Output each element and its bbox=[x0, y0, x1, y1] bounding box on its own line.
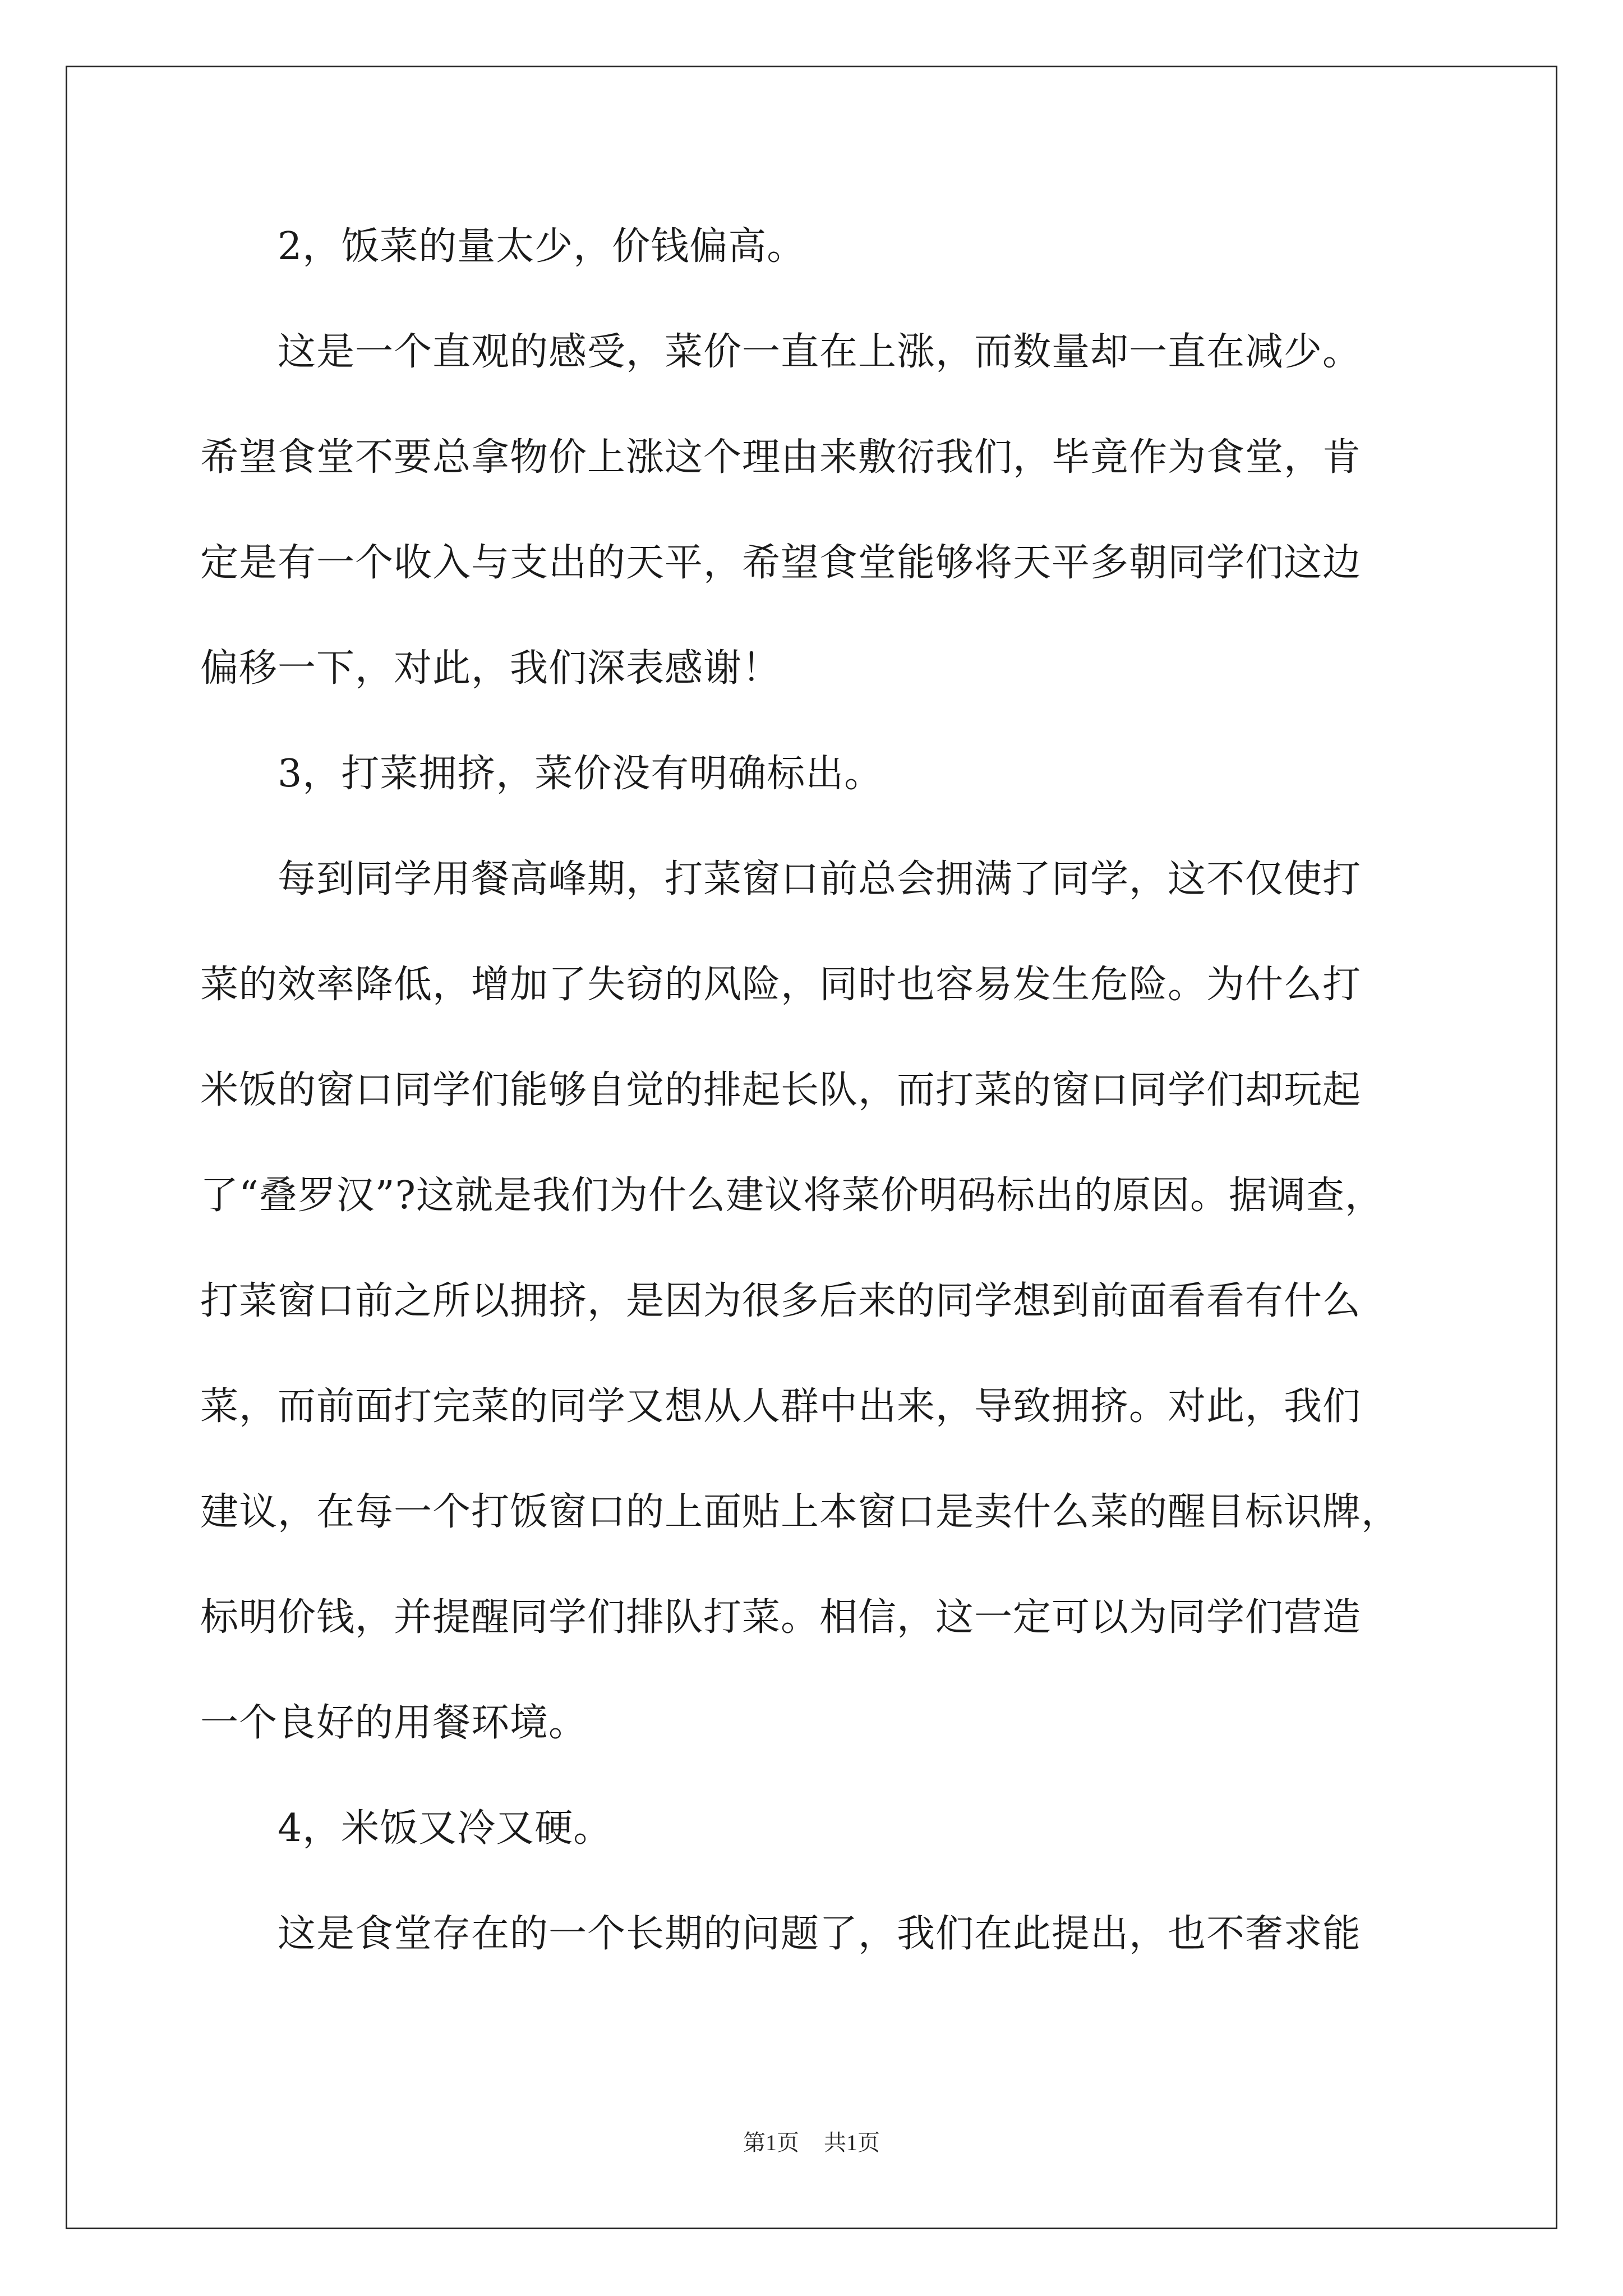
text-line: 4，米饭又冷又硬。 bbox=[278, 1806, 612, 1851]
text-line: 打菜窗口前之所以拥挤，是因为很多后来的同学想到前面看看有什么 bbox=[200, 1279, 1362, 1323]
text-line: 了“叠罗汉”?这就是我们为什么建议将菜价明码标出的原因。据调查， bbox=[200, 1174, 1384, 1218]
text-line: 米饭的窗口同学们能够自觉的排起长队，而打菜的窗口同学们却玩起 bbox=[200, 1068, 1362, 1112]
text-line: 这是一个直观的感受，菜价一直在上涨，而数量却一直在减少。 bbox=[278, 330, 1362, 374]
text-line: 一个良好的用餐环境。 bbox=[200, 1701, 588, 1745]
text-line: 定是有一个收入与支出的天平，希望食堂能够将天平多朝同学们这边 bbox=[200, 541, 1362, 585]
text-line: 菜，而前面打完菜的同学又想从人群中出来，导致拥挤。对此，我们 bbox=[200, 1384, 1362, 1429]
text-line: 这是食堂存在的一个长期的问题了，我们在此提出，也不奢求能 bbox=[278, 1912, 1362, 1956]
text-line: 每到同学用餐高峰期，打菜窗口前总会拥满了同学，这不仅使打 bbox=[278, 857, 1362, 901]
text-line: 3，打菜拥挤，菜价没有明确标出。 bbox=[278, 752, 883, 796]
page-footer bbox=[0, 2125, 1623, 2157]
page-number: 第1页 bbox=[743, 2130, 799, 2155]
text-line: 建议，在每一个打饭窗口的上面贴上本窗口是卖什么菜的醒目标识牌， bbox=[200, 1490, 1400, 1534]
text-line: 菜的效率降低，增加了失窃的风险，同时也容易发生危险。为什么打 bbox=[200, 963, 1362, 1007]
text-line: 偏移一下，对此，我们深表感谢！ bbox=[200, 646, 781, 691]
text-line: 希望食堂不要总拿物价上涨这个理由来敷衍我们，毕竟作为食堂，肯 bbox=[200, 435, 1362, 480]
page-total: 共1页 bbox=[824, 2130, 880, 2155]
text-line: 2，饭菜的量太少，价钱偏高。 bbox=[278, 224, 806, 269]
document-body bbox=[200, 213, 1462, 2006]
text-line: 标明价钱，并提醒同学们排队打菜。相信，这一定可以为同学们营造 bbox=[200, 1595, 1362, 1640]
